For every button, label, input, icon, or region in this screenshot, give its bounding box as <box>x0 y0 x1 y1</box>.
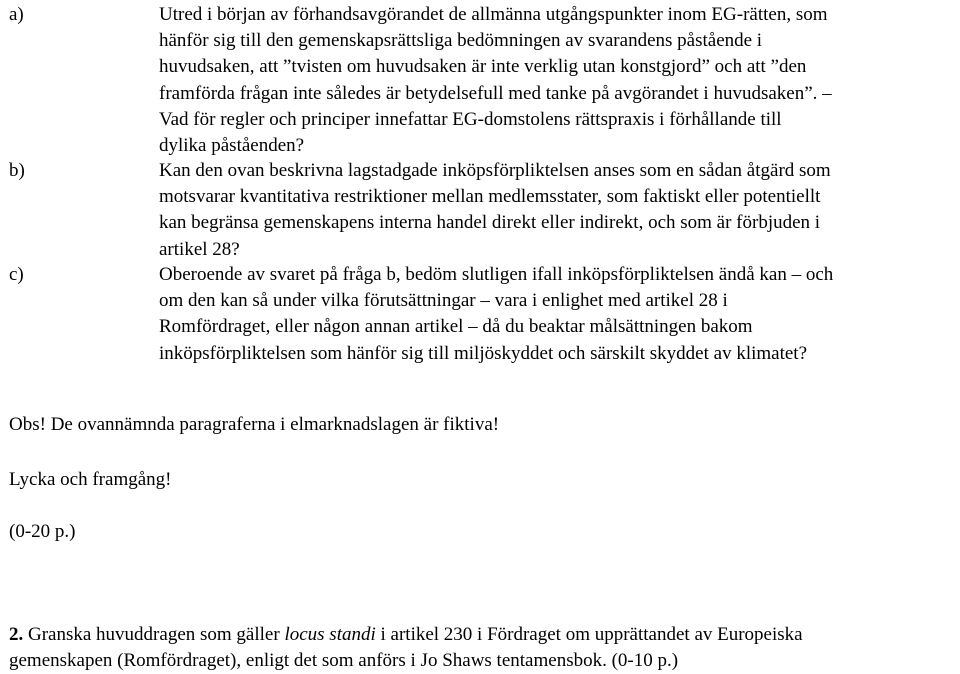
question-a-label: a) <box>9 4 24 25</box>
question-2 <box>9 622 955 648</box>
question-a-line-5: Vad för regler och principer innefattar EG-domstolens rättspraxis i förhållande till <box>159 108 782 130</box>
question-a-line-1: Utred i början av förhandsavgörandet de allmänna utgångspunkter inom EG-rätten, som <box>159 4 828 25</box>
question-2-number: 2. <box>9 624 24 645</box>
question-c-line-1: Oberoende av svaret på fråga b, bedöm slutligen ifall inköpsförpliktelsen ändå kan – och <box>159 264 834 285</box>
question-a-line-2: hänför sig till den gemenskapsrättsliga bedömningen av svarandens påstående i <box>159 30 763 52</box>
question-2-line-2: gemenskapen (Romfördraget), enligt det som anförs i Jo Shaws tentamensbok. (0-10 p.) <box>9 650 679 671</box>
question-b-line-4: artikel 28? <box>159 238 240 260</box>
question-a-text <box>159 2 959 159</box>
question-2-text-before: Granska huvuddragen som gäller <box>28 624 280 645</box>
question-b-line-3: kan begränsa gemenskapens interna handel direkt eller indirekt, och som är förbjuden i <box>159 212 821 234</box>
question-2-text-after: i artikel 230 i Fördraget om upprättandet av Europeiska <box>380 624 803 645</box>
question-b-line-1: Kan den ovan beskrivna lagstadgade inköpsförpliktelsen anses som en sådan åtgärd som <box>159 160 831 181</box>
question-a-line-3: huvudsaken, att ”tvisten om huvudsaken är inte verklig utan konstgjord” och att ”den <box>159 56 807 78</box>
question-2-term: locus standi <box>284 624 376 645</box>
question-a-line-6: dylika påståenden? <box>159 135 305 157</box>
good-luck-text: Lycka och framgång! <box>9 469 172 490</box>
question-a-line-4: framförda frågan inte således är betydelsefull med tanke på avgörandet i huvudsaken”. – <box>159 82 832 104</box>
obs-note: Obs! De ovannämnda paragraferna i elmarknadslagen är fiktiva! <box>9 414 500 435</box>
question-c-text <box>159 262 959 367</box>
question-c-line-2: om den kan så under vilka förutsättningar – vara i enlighet med artikel 28 i <box>159 290 728 312</box>
question-c-line-3: Romfördraget, eller någon annan artikel – då du beaktar målsättningen bakom <box>159 316 753 338</box>
question-1-points: (0-20 p.) <box>9 521 76 542</box>
question-b-label: b) <box>9 160 25 181</box>
question-b-text <box>159 158 959 263</box>
question-b-line-2: motsvarar kvantitativa restriktioner mellan medlemsstater, som faktiskt eller potentiellt <box>159 186 821 208</box>
question-c-label: c) <box>9 264 24 285</box>
question-c-line-4: inköpsförpliktelsen som hänför sig till miljöskyddet och särskilt skyddet av klimatet? <box>159 342 808 364</box>
